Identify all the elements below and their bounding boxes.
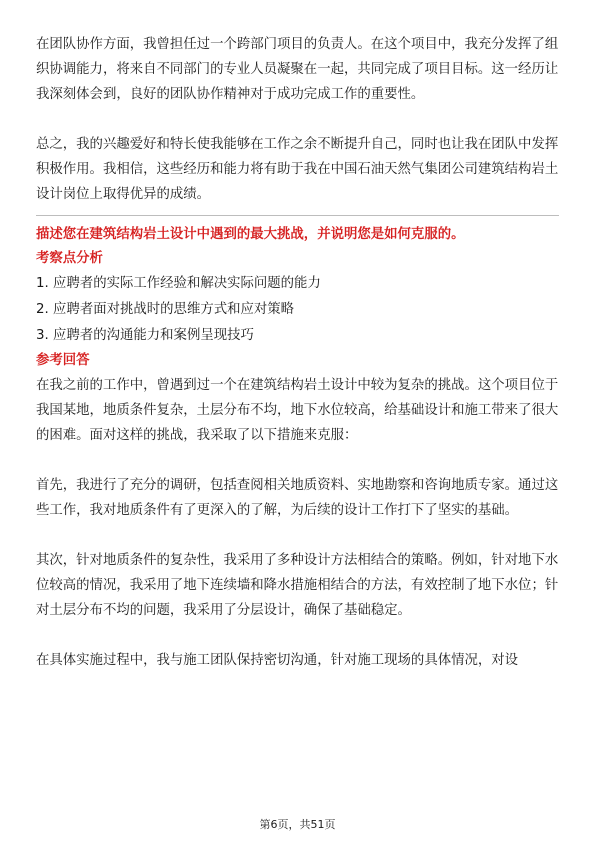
- paragraph-summary: 总之，我的兴趣爱好和特长使我能够在工作之余不断提升自己，同时也让我在团队中发挥积极作用。我相信，这些经历和能力将有助于我在中国石油天然气集团公司建筑结构岩土设计岗位上取得优异的成绩。: [36, 137, 559, 202]
- analysis-list: [36, 271, 559, 349]
- answer-paragraph: 其次，针对地质条件的复杂性，我采用了多种设计方法相结合的策略。例如，针对地下水位较高的情况，我采用了地下连续墙和降水措施相结合的方法，有效控制了地下水位；针对土层分布不均的问题，我采用了分层设计，确保了基础稳定。: [36, 553, 559, 618]
- analysis-title: 考察点分析: [36, 251, 103, 266]
- answer-title: 参考回答: [36, 353, 90, 368]
- section-divider: [36, 215, 559, 216]
- answer-paragraph: 首先，我进行了充分的调研，包括查阅相关地质资料、实地勘察和咨询地质专家。通过这些工作，我对地质条件有了更深入的了解，为后续的设计工作打下了坚实的基础。: [36, 478, 559, 518]
- question-heading: 描述您在建筑结构岩土设计中遇到的最大挑战，并说明您是如何克服的。: [36, 227, 465, 242]
- answer-paragraph: 在具体实施过程中，我与施工团队保持密切沟通，针对施工现场的具体情况，对设: [36, 653, 519, 668]
- answer-paragraph: 在我之前的工作中，曾遇到过一个在建筑结构岩土设计中较为复杂的挑战。这个项目位于我国某地，地质条件复杂，土层分布不均，地下水位较高，给基础设计和施工带来了很大的困难。面对这样的挑战，我采取了以下措施来克服：: [36, 378, 559, 443]
- list-item: 3. 应聘者的沟通能力和案例呈现技巧: [36, 328, 254, 343]
- list-item: 1. 应聘者的实际工作经验和解决实际问题的能力: [36, 276, 321, 291]
- document-page: [36, 32, 559, 673]
- page-number: 第6页，共51页: [259, 818, 336, 831]
- list-item: 2. 应聘者面对挑战时的思维方式和应对策略: [36, 302, 295, 317]
- paragraph-teamwork: 在团队协作方面，我曾担任过一个跨部门项目的负责人。在这个项目中，我充分发挥了组织协调能力，将来自不同部门的专业人员凝聚在一起，共同完成了项目目标。这一经历让我深刻体会到，良好的团队协作精神对于成功完成工作的重要性。: [36, 37, 559, 102]
